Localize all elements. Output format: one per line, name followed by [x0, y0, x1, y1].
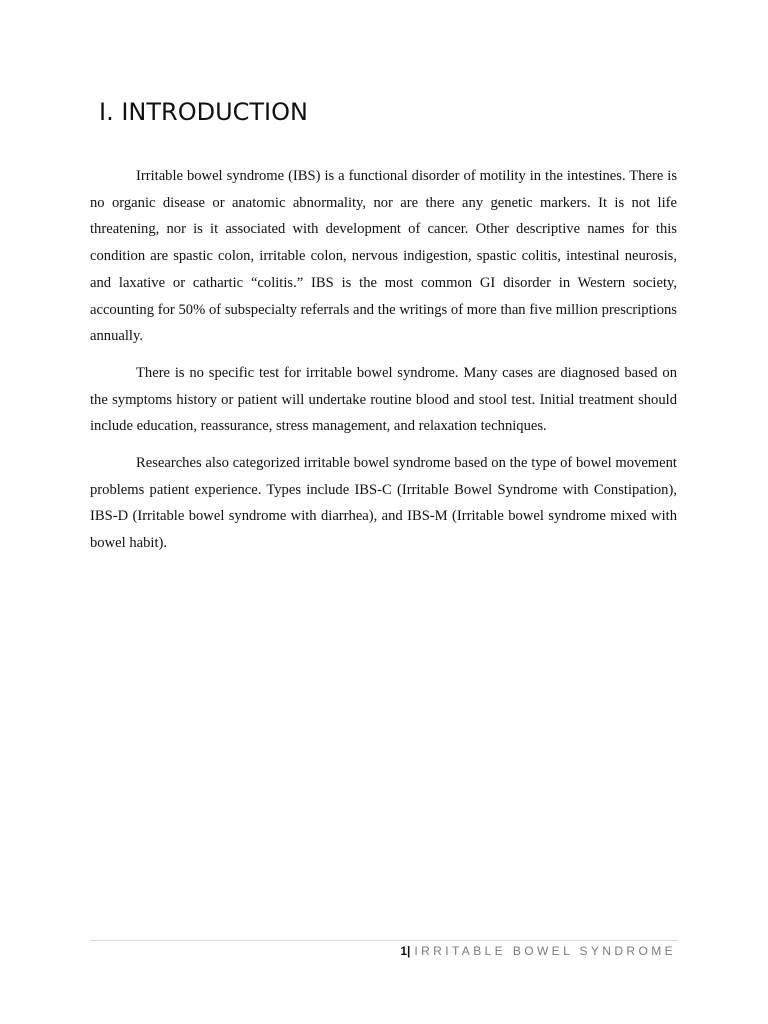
body-text — [90, 163, 677, 567]
page-footer — [400, 942, 676, 960]
paragraph-diagnosis: There is no specific test for irritable bowel syndrome. Many cases are diagnosed based on the symptoms history or patient will undertake routine blood and stool test. Initial treatment should include education, reassurance, stress management, and relaxation techniques. — [90, 364, 677, 435]
footer-title: IRRITABLE BOWEL SYNDROME — [414, 944, 676, 958]
paragraph-intro: Irritable bowel syndrome (IBS) is a functional disorder of motility in the intestines. There is no organic disease or anatomic abnormality, nor are there any genetic markers. It is not life threatening, nor is it associated with development of cancer. Other descriptive names for this condition are spastic colon, irritable colon, nervous indigestion, spastic colitis, intestinal neurosis, and laxative or cathartic “colitis.” IBS is the most common GI disorder in Western society, accounting for 50% of subspecialty referrals and the writings of more than five million prescriptions annually. — [90, 168, 677, 345]
paragraph-types: Researches also categorized irritable bowel syndrome based on the type of bowel movement problems patient experience. Types include IBS-C (Irritable Bowel Syndrome with Constipation), IBS-D (Irritable bowel syndrome with diarrhea), and IBS-M (Irritable bowel syndrome mixed with bowel habit). — [90, 455, 677, 552]
page-number: 1 — [400, 944, 407, 958]
section-heading: I. INTRODUCTION — [99, 98, 308, 126]
footer-divider — [90, 940, 678, 941]
footer-separator: | — [407, 944, 411, 958]
